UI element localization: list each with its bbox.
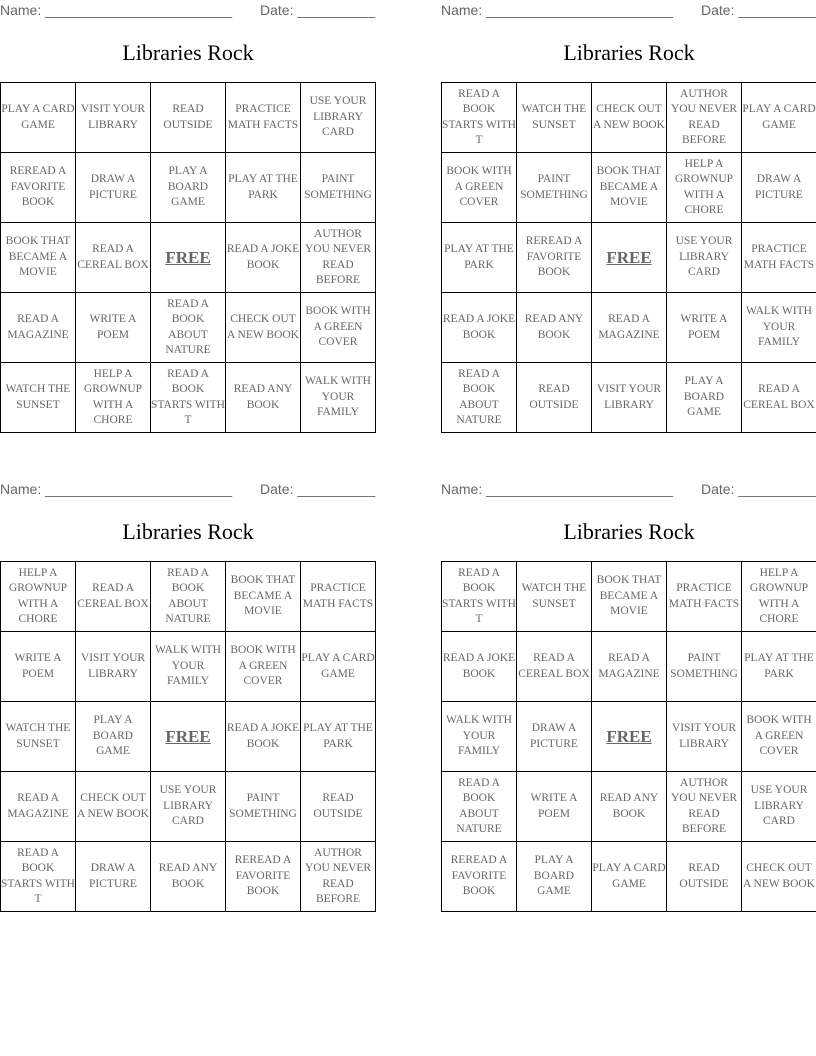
bingo-square[interactable]: READ OUTSIDE — [301, 772, 376, 842]
bingo-square[interactable]: READ A JOKE BOOK — [442, 632, 517, 702]
card-title: Libraries Rock — [563, 519, 695, 544]
bingo-card-3 — [0, 479, 376, 905]
bingo-square[interactable]: WRITE A POEM — [76, 293, 151, 363]
bingo-square[interactable]: AUTHOR YOU NEVER READ BEFORE — [667, 83, 742, 153]
bingo-square[interactable]: READ A BOOK ABOUT NATURE — [151, 293, 226, 363]
bingo-square[interactable]: USE YOUR LIBRARY CARD — [742, 772, 816, 842]
bingo-square[interactable]: VISIT YOUR LIBRARY — [592, 363, 667, 433]
bingo-row — [442, 702, 816, 772]
bingo-square[interactable]: USE YOUR LIBRARY CARD — [151, 772, 226, 842]
bingo-square[interactable]: PAINT SOMETHING — [301, 153, 376, 223]
bingo-square[interactable]: USE YOUR LIBRARY CARD — [667, 223, 742, 293]
bingo-square[interactable]: DRAW A PICTURE — [742, 153, 816, 223]
free-space[interactable]: FREE — [592, 223, 667, 293]
date-field[interactable]: Date: __________ — [260, 481, 376, 497]
bingo-row — [1, 153, 376, 223]
bingo-square[interactable]: HELP A GROWNUP WITH A CHORE — [1, 562, 76, 632]
bingo-row — [1, 772, 376, 842]
name-field[interactable]: Name: ________________________ — [0, 481, 232, 497]
date-field[interactable]: Date: __________ — [701, 481, 816, 497]
bingo-row — [442, 363, 816, 433]
bingo-row — [1, 562, 376, 632]
bingo-square[interactable]: AUTHOR YOU NEVER READ BEFORE — [301, 223, 376, 293]
bingo-square[interactable]: READ A MAGAZINE — [592, 293, 667, 363]
bingo-row — [1, 363, 376, 433]
bingo-square[interactable]: PLAY AT THE PARK — [442, 223, 517, 293]
bingo-square[interactable]: PLAY A CARD GAME — [301, 632, 376, 702]
name-field[interactable]: Name: ________________________ — [0, 2, 232, 18]
bingo-row — [1, 842, 376, 912]
bingo-square[interactable]: BOOK WITH A GREEN COVER — [442, 153, 517, 223]
bingo-square[interactable]: READ A CEREAL BOX — [517, 632, 592, 702]
bingo-square[interactable]: WATCH THE SUNSET — [1, 702, 76, 772]
bingo-row — [442, 842, 816, 912]
bingo-square[interactable]: BOOK THAT BECAME A MOVIE — [592, 562, 667, 632]
bingo-square[interactable]: WATCH THE SUNSET — [517, 83, 592, 153]
bingo-square[interactable]: VISIT YOUR LIBRARY — [667, 702, 742, 772]
bingo-grid — [0, 561, 376, 912]
bingo-square[interactable]: PRACTICE MATH FACTS — [667, 562, 742, 632]
bingo-square[interactable]: PLAY AT THE PARK — [226, 153, 301, 223]
bingo-square[interactable]: REREAD A FAVORITE BOOK — [226, 842, 301, 912]
bingo-square[interactable]: AUTHOR YOU NEVER READ BEFORE — [667, 772, 742, 842]
name-field[interactable]: Name: ________________________ — [441, 481, 673, 497]
bingo-square[interactable]: PRACTICE MATH FACTS — [226, 83, 301, 153]
bingo-square[interactable]: WRITE A POEM — [517, 772, 592, 842]
card-header — [441, 0, 816, 22]
card-header — [441, 479, 816, 501]
bingo-square[interactable]: PLAY A CARD GAME — [592, 842, 667, 912]
bingo-square[interactable]: PLAY A CARD GAME — [742, 83, 816, 153]
card-header — [0, 0, 376, 22]
bingo-square[interactable]: CHECK OUT A NEW BOOK — [226, 293, 301, 363]
bingo-square[interactable]: WALK WITH YOUR FAMILY — [151, 632, 226, 702]
bingo-row — [442, 293, 816, 363]
free-space[interactable]: FREE — [592, 702, 667, 772]
bingo-square[interactable]: READ A JOKE BOOK — [226, 702, 301, 772]
card-title: Libraries Rock — [122, 40, 254, 65]
bingo-square[interactable]: CHECK OUT A NEW BOOK — [76, 772, 151, 842]
bingo-square[interactable]: READ OUTSIDE — [517, 363, 592, 433]
bingo-square[interactable]: WATCH THE SUNSET — [517, 562, 592, 632]
bingo-row — [442, 562, 816, 632]
bingo-row — [1, 702, 376, 772]
bingo-square[interactable]: READ A CEREAL BOX — [76, 223, 151, 293]
bingo-square[interactable]: BOOK THAT BECAME A MOVIE — [592, 153, 667, 223]
bingo-square[interactable]: BOOK THAT BECAME A MOVIE — [1, 223, 76, 293]
bingo-square[interactable]: READ ANY BOOK — [592, 772, 667, 842]
bingo-square[interactable]: WRITE A POEM — [1, 632, 76, 702]
bingo-square[interactable]: BOOK THAT BECAME A MOVIE — [226, 562, 301, 632]
bingo-square[interactable]: PRACTICE MATH FACTS — [742, 223, 816, 293]
bingo-square[interactable]: VISIT YOUR LIBRARY — [76, 632, 151, 702]
bingo-grid — [441, 561, 816, 912]
bingo-square[interactable]: REREAD A FAVORITE BOOK — [517, 223, 592, 293]
bingo-square[interactable]: DRAW A PICTURE — [76, 153, 151, 223]
card-title: Libraries Rock — [122, 519, 254, 544]
bingo-square[interactable]: READ A BOOK ABOUT NATURE — [442, 772, 517, 842]
bingo-square[interactable]: HELP A GROWNUP WITH A CHORE — [76, 363, 151, 433]
bingo-row — [1, 83, 376, 153]
bingo-square[interactable]: WATCH THE SUNSET — [1, 363, 76, 433]
bingo-square[interactable]: READ A MAGAZINE — [1, 293, 76, 363]
bingo-square[interactable]: HELP A GROWNUP WITH A CHORE — [667, 153, 742, 223]
bingo-square[interactable]: PLAY AT THE PARK — [742, 632, 816, 702]
bingo-square[interactable]: READ ANY BOOK — [226, 363, 301, 433]
bingo-square[interactable]: READ ANY BOOK — [151, 842, 226, 912]
free-space[interactable]: FREE — [151, 223, 226, 293]
bingo-square[interactable]: PAINT SOMETHING — [226, 772, 301, 842]
bingo-row — [442, 153, 816, 223]
bingo-square[interactable]: PLAY AT THE PARK — [301, 702, 376, 772]
bingo-grid — [0, 82, 376, 433]
bingo-square[interactable]: PLAY A BOARD GAME — [667, 363, 742, 433]
bingo-square[interactable]: USE YOUR LIBRARY CARD — [301, 83, 376, 153]
bingo-grid — [441, 82, 816, 433]
bingo-square[interactable]: READ A BOOK ABOUT NATURE — [442, 363, 517, 433]
bingo-square[interactable]: BOOK WITH A GREEN COVER — [301, 293, 376, 363]
bingo-square[interactable]: CHECK OUT A NEW BOOK — [742, 842, 816, 912]
bingo-square[interactable]: READ A BOOK STARTS WITH T — [151, 363, 226, 433]
bingo-square[interactable]: PLAY A BOARD GAME — [76, 702, 151, 772]
card-title: Libraries Rock — [563, 40, 695, 65]
bingo-row — [1, 223, 376, 293]
bingo-square[interactable]: REREAD A FAVORITE BOOK — [442, 842, 517, 912]
bingo-square[interactable]: READ ANY BOOK — [517, 293, 592, 363]
bingo-square[interactable]: READ A MAGAZINE — [592, 632, 667, 702]
bingo-square[interactable]: PRACTICE MATH FACTS — [301, 562, 376, 632]
bingo-square[interactable]: VISIT YOUR LIBRARY — [76, 83, 151, 153]
bingo-square[interactable]: REREAD A FAVORITE BOOK — [1, 153, 76, 223]
bingo-square[interactable]: HELP A GROWNUP WITH A CHORE — [742, 562, 816, 632]
bingo-row — [442, 632, 816, 702]
bingo-card-2 — [441, 0, 816, 426]
bingo-square[interactable]: PAINT SOMETHING — [667, 632, 742, 702]
bingo-row — [442, 83, 816, 153]
bingo-square[interactable]: PLAY A BOARD GAME — [517, 842, 592, 912]
bingo-square[interactable]: READ A CEREAL BOX — [742, 363, 816, 433]
date-field[interactable]: Date: __________ — [701, 2, 816, 18]
bingo-square[interactable]: DRAW A PICTURE — [517, 702, 592, 772]
bingo-row — [1, 632, 376, 702]
bingo-square[interactable]: READ A JOKE BOOK — [442, 293, 517, 363]
bingo-card-1 — [0, 0, 376, 426]
name-field[interactable]: Name: ________________________ — [441, 2, 673, 18]
bingo-square[interactable]: READ A BOOK STARTS WITH T — [442, 562, 517, 632]
bingo-square[interactable]: READ A MAGAZINE — [1, 772, 76, 842]
free-space[interactable]: FREE — [151, 702, 226, 772]
bingo-square[interactable]: WALK WITH YOUR FAMILY — [742, 293, 816, 363]
bingo-square[interactable]: DRAW A PICTURE — [76, 842, 151, 912]
bingo-square[interactable]: READ OUTSIDE — [667, 842, 742, 912]
bingo-square[interactable]: READ A BOOK STARTS WITH T — [442, 83, 517, 153]
bingo-square[interactable]: READ A JOKE BOOK — [226, 223, 301, 293]
bingo-card-4 — [441, 479, 816, 898]
bingo-square[interactable]: PLAY A BOARD GAME — [151, 153, 226, 223]
bingo-square[interactable]: CHECK OUT A NEW BOOK — [592, 83, 667, 153]
date-field[interactable]: Date: __________ — [260, 2, 376, 18]
bingo-square[interactable]: AUTHOR YOU NEVER READ BEFORE — [301, 842, 376, 912]
bingo-square[interactable]: WALK WITH YOUR FAMILY — [442, 702, 517, 772]
bingo-square[interactable]: BOOK WITH A GREEN COVER — [226, 632, 301, 702]
bingo-square[interactable]: WALK WITH YOUR FAMILY — [301, 363, 376, 433]
bingo-square[interactable]: READ A BOOK STARTS WITH T — [1, 842, 76, 912]
bingo-square[interactable]: WRITE A POEM — [667, 293, 742, 363]
bingo-square[interactable]: READ A BOOK ABOUT NATURE — [151, 562, 226, 632]
bingo-row — [1, 293, 376, 363]
bingo-row — [442, 772, 816, 842]
bingo-row — [442, 223, 816, 293]
bingo-square[interactable]: PLAY A CARD GAME — [1, 83, 76, 153]
bingo-square[interactable]: BOOK WITH A GREEN COVER — [742, 702, 816, 772]
bingo-square[interactable]: READ A CEREAL BOX — [76, 562, 151, 632]
card-header — [0, 479, 376, 501]
bingo-square[interactable]: PAINT SOMETHING — [517, 153, 592, 223]
bingo-square[interactable]: READ OUTSIDE — [151, 83, 226, 153]
